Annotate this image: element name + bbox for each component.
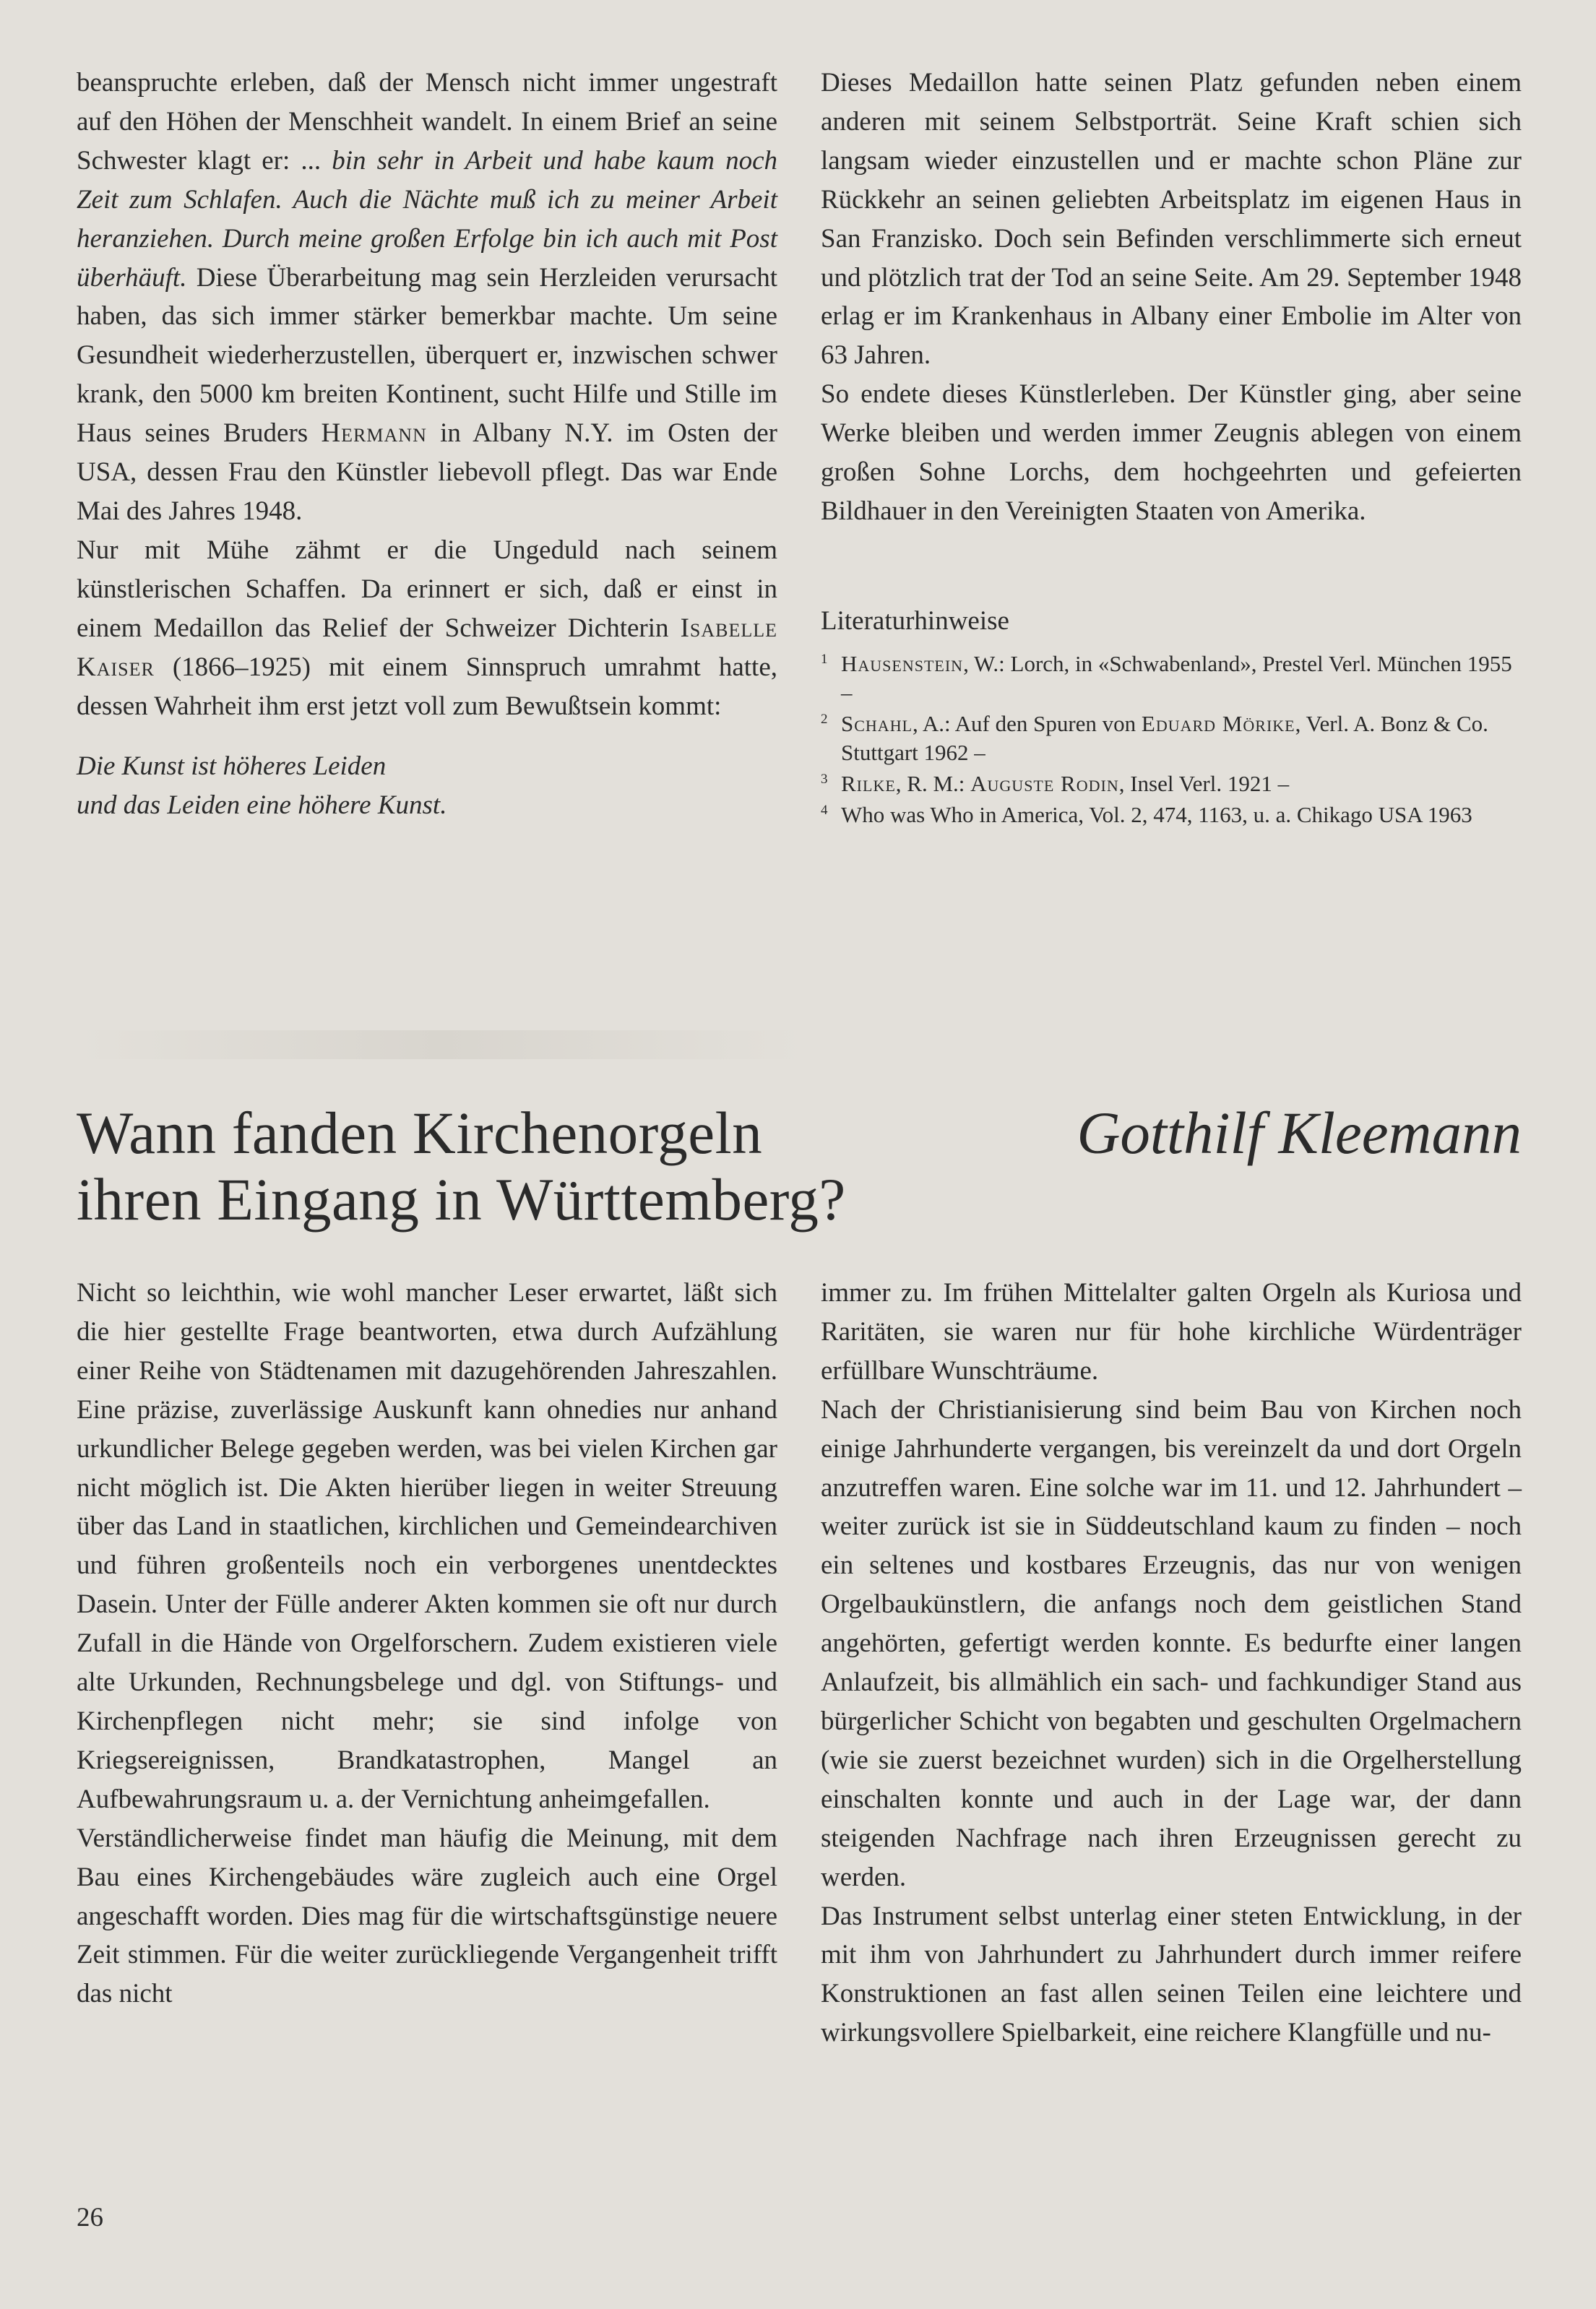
page-number: 26 <box>77 2203 103 2232</box>
reference-author: Rilke <box>841 770 896 796</box>
reference-item <box>821 709 1522 767</box>
article-title <box>77 1100 1016 1233</box>
paragraph: Verständlicherweise findet man häufig die Meinung, mit dem Bau eines Kirchengebäudes wäre zugleich auch eine Orgel angeschafft worden. Dies mag für die wirtschaftsgünstige neuere Zeit stimmen. Für die weiter zurückliegende Vergangenheit trifft das nicht <box>77 1823 777 2009</box>
paragraph: immer zu. Im frühen Mittelalter galten Orgeln als Kuriosa und Raritäten, sie waren nur für hohe kirchliche Würdenträger erfüllbare Wunschträume. <box>821 1278 1522 1386</box>
reference-text: , R. M.: <box>895 770 971 796</box>
italic-quote-run: bin sehr in Arbeit und habe kaum noch Zeit zum Schlafen. Auch die Nächte muß ich zu meiner Arbeit heranziehen. Durch meine großen Erfolge bin ich auch mit Post überhäuft. <box>77 145 777 293</box>
text-run: in Albany N.Y. im Osten der USA, dessen Frau den Künstler liebevoll pflegt. Das war Ende Mai des Jahres 1948. <box>77 418 777 526</box>
top-right-column <box>821 64 1522 832</box>
paragraph <box>77 64 777 531</box>
references-list <box>821 649 1522 829</box>
top-left-column <box>77 64 777 825</box>
person-name: Isabelle Kaiser <box>77 613 777 682</box>
paper-shading <box>77 1030 806 1059</box>
text-run: Diese Überarbeitung mag sein Herzleiden verursacht haben, das sich immer stärker bemerkbar machte. Um seine Gesundheit wiederherzustellen, überquert er, inzwischen schwer krank, den 5000 km breiten Kontinent, sucht Hilfe und Stille im Haus seines Bruders <box>77 262 777 449</box>
article-author: Gotthilf Kleemann <box>1077 1100 1522 1166</box>
paragraph: Das Instrument selbst unterlag einer steten Entwicklung, in der mit ihm von Jahrhundert zu Jahrhundert durch immer reifere Konstruktionen an fast allen seinen Teilen eine leichtere und wirkungsvollere Spielbarkeit, eine reichere Klangfülle und nu- <box>821 1901 1522 2048</box>
text-run: (1866–1925) mit einem Sinnspruch umrahmt hatte, dessen Wahrheit ihm erst jetzt voll zum Bewußtsein kommt: <box>77 652 777 721</box>
reference-item <box>821 649 1522 707</box>
reference-item <box>821 769 1522 798</box>
reference-item <box>821 800 1522 829</box>
paragraph <box>77 531 777 726</box>
reference-number: 3 <box>821 771 828 787</box>
paragraph: Nach der Christianisierung sind beim Bau von Kirchen noch einige Jahrhunderte vergangen, bis vereinzelt da und dort Orgeln anzutreffen waren. Eine solche war im 11. und 12. Jahrhundert – weiter zurück ist sie in Süddeutschland kaum zu finden – noch ein seltenes und kostbares Erzeugnis, das nur von wenigen Orgelbaukünstlern, die anfangs noch dem geistlichen Stand angehörten, gefertigt werden konnte. Es bedurfte einer langen Anlaufzeit, bis allmählich ein sach- und fachkundiger Stand aus bürgerlicher Schicht von begabten und geschulten Orgelmachern (wie sie zuerst bezeichnet wurden) sich in die Orgelherstellung einschalten konnte und auch in der Lage war, der dann steigenden Nachfrage nach ihren Erzeugnissen gerecht zu werden. <box>821 1394 1522 1892</box>
bottom-right-column <box>821 1274 1522 2053</box>
paragraph: Nicht so leichthin, wie wohl mancher Leser erwartet, läßt sich die hier gestellte Frage beantworten, etwa durch Aufzählung einer Reihe von Städtenamen mit dazugehörenden Jahreszahlen. Eine präzise, zuverlässige Auskunft kann ohnedies nur anhand urkundlicher Belege gegeben werden, was bei vielen Kirchen gar nicht möglich ist. Die Akten hierüber liegen in weiter Streuung über das Land in staatlichen, kirchlichen und Gemeindearchiven und führen großenteils noch ein verborgenes unentdecktes Dasein. Unter der Fülle anderer Akten kommen sie oft nur durch Zufall in die Hände von Orgelforschern. Zudem existieren viele alte Urkunden, Rechnungsbelege und dgl. von Stiftungs- und Kirchenpflegen nicht mehr; sie sind infolge von Kriegsereignissen, Brandkatastrophen, Mangel an Aufbewahrungsraum u. a. der Vernichtung anheimgefallen. <box>77 1278 777 1814</box>
motto-quote <box>77 747 777 825</box>
reference-number: 4 <box>821 802 828 818</box>
reference-text: Who was Who in America, Vol. 2, 474, 1163, u. a. Chikago USA 1963 <box>841 801 1472 827</box>
reference-number: 2 <box>821 711 828 727</box>
quote-line: Die Kunst ist höheres Leiden <box>77 751 387 782</box>
references-heading: Literaturhinweise <box>821 605 1009 636</box>
quote-line: und das Leiden eine höhere Kunst. <box>77 790 447 821</box>
bottom-left-column <box>77 1274 777 2014</box>
reference-text: , A.: Auf den Spuren von <box>913 710 1142 736</box>
reference-author: Schahl <box>841 710 913 736</box>
paragraph: Dieses Medaillon hatte seinen Platz gefunden neben einem anderen mit seinem Selbstporträt. Seine Kraft schien sich langsam wieder einzustellen und er machte schon Pläne zur Rückkehr an seinen geliebten Arbeitsplatz im eigenen Haus in San Franzisko. Doch sein Befinden verschlimmerte sich erneut und plötzlich trat der Tod an seine Seite. Am 29. September 1948 erlag er im Krankenhaus in Albany einer Embolie im Alter von 63 Jahren. <box>821 68 1522 371</box>
reference-text: , Verl. A. Bonz & Co. Stuttgart 1962 – <box>841 710 1488 765</box>
reference-number: 1 <box>821 651 828 667</box>
reference-text: , W.: Lorch, in «Schwabenland», Prestel Verl. München 1955 – <box>841 650 1512 705</box>
person-name: Eduard Mörike <box>1141 710 1295 736</box>
text-run: Nur mit Mühe zähmt er die Ungeduld nach seinem künstlerischen Schaffen. Da erinnert er sich, daß er einst in einem Medaillon das Relief der Schweizer Dichterin <box>77 535 777 643</box>
text-run: beanspruchte erleben, daß der Mensch nicht immer ungestraft auf den Höhen der Menschheit wandelt. In einem Brief an seine Schwester klagt er: ... <box>77 68 777 176</box>
person-name: Auguste Rodin <box>970 770 1119 796</box>
paragraph: So endete dieses Künstlerleben. Der Künstler ging, aber seine Werke bleiben und werden immer Zeugnis ablegen von einem großen Sohne Lorchs, dem hochgeehrten und gefeierten Bildhauer in den Vereinigten Staaten von Amerika. <box>821 379 1522 526</box>
title-line: Wann fanden Kirchenorgeln <box>77 1100 763 1166</box>
title-line: ihren Eingang in Württemberg? <box>77 1166 846 1233</box>
person-name: Hermann <box>321 418 427 449</box>
reference-author: Hausenstein <box>841 650 964 676</box>
reference-text: , Insel Verl. 1921 – <box>1118 770 1290 796</box>
